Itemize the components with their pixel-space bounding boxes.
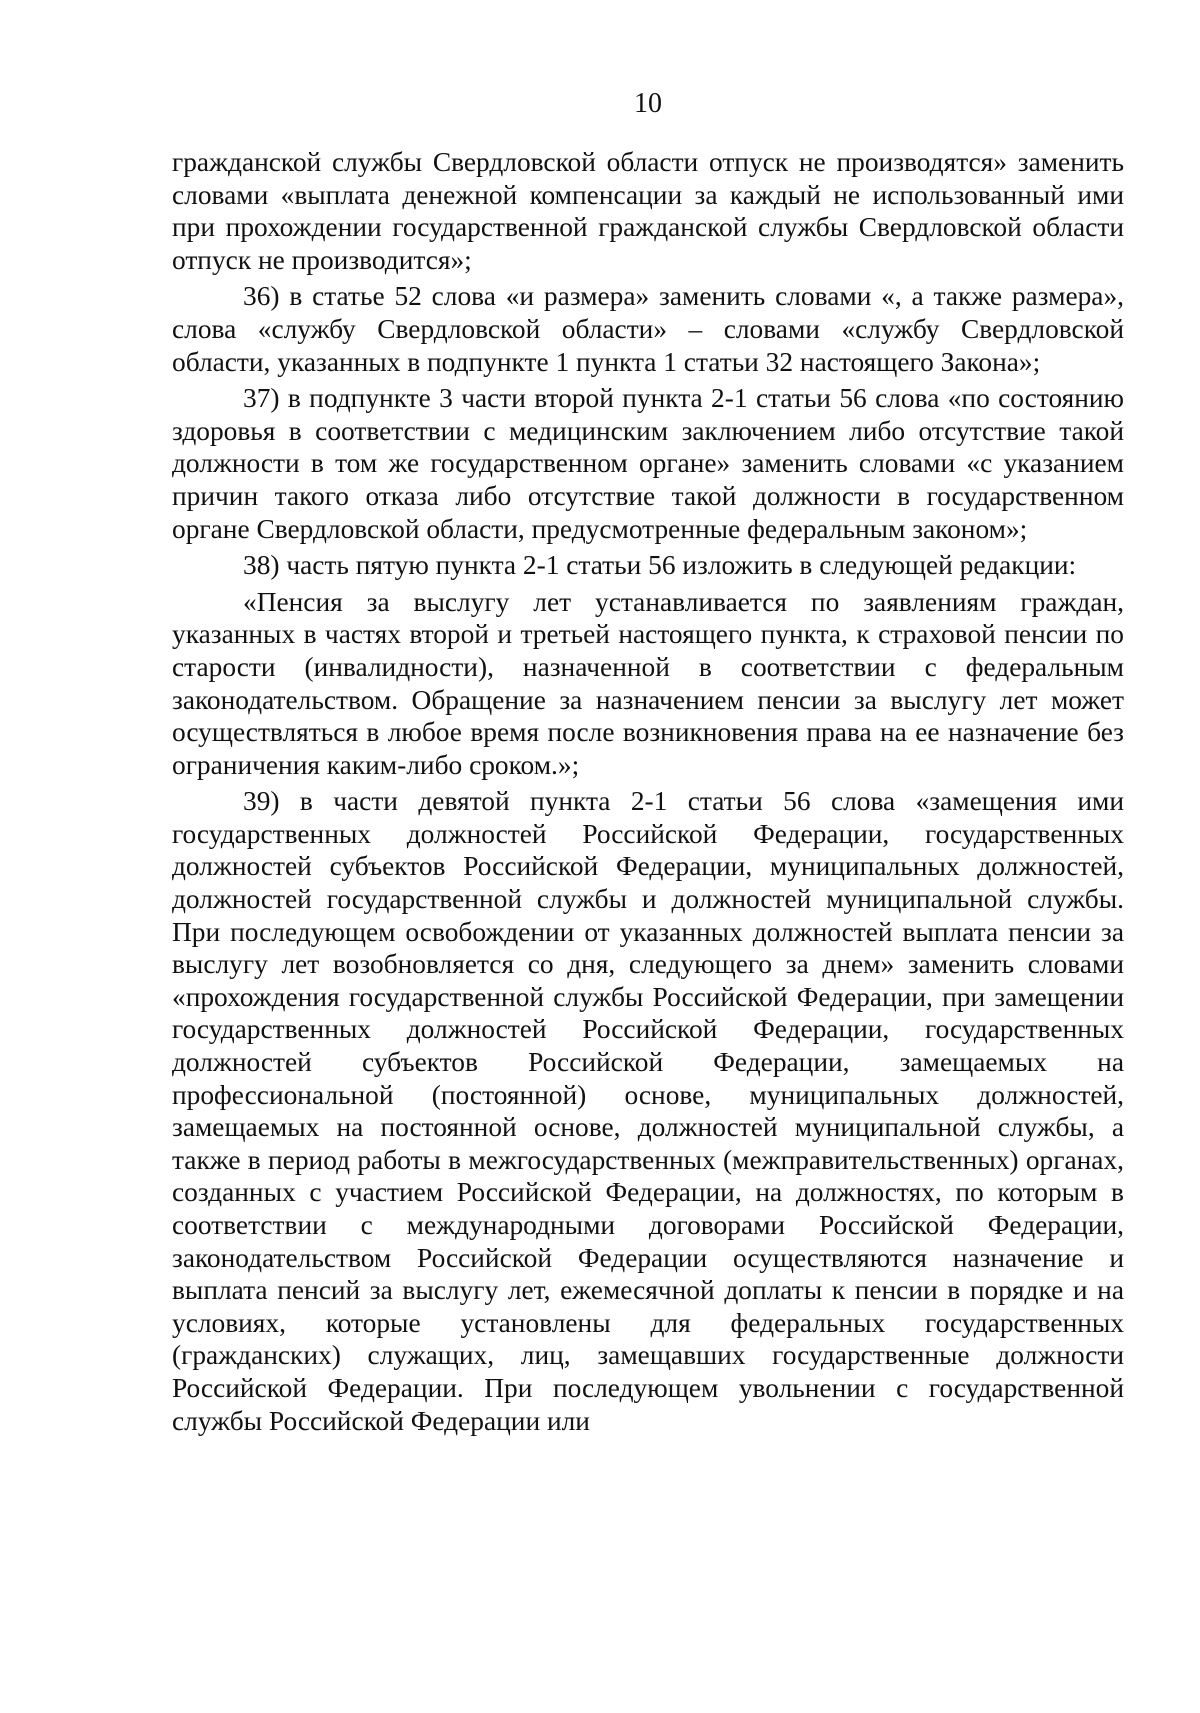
paragraph-item-36: 36) в статье 52 слова «и размера» заменить словами «, а также размера», слова «службу Свердловской области» – словами «службу Свердловской области, указанных в подпункте 1 пункта 1 статьи 32 настоящего Закона»; bbox=[172, 281, 1124, 377]
page-number: 10 bbox=[634, 88, 662, 119]
document-body bbox=[172, 146, 1124, 1441]
paragraph-continuation: гражданской службы Свердловской области отпуск не производятся» заменить словами «выплата денежной компенсации за каждый не использованный ими при прохождении государственной гражданской службы Свердловской области отпуск не производится»; bbox=[172, 147, 1124, 275]
paragraph-item-37: 37) в подпункте 3 части второй пункта 2-1 статьи 56 слова «по состоянию здоровья в соответствии с медицинским заключением либо отсутствие такой должности в том же государственном органе» заменить словами «с указанием причин такого отказа либо отсутствие такой должности в государственном органе Свердловской области, предусмотренные федеральным законом»; bbox=[172, 383, 1124, 544]
paragraph-quoted-text: «Пенсия за выслугу лет устанавливается по заявлениям граждан, указанных в частях второй и третьей настоящего пункта, к страховой пенсии по старости (инвалидности), назначенной в соответствии с федеральным законодательством. Обращение за назначением пенсии за выслугу лет может осуществляться в любое время после возникновения права на ее назначение без ограничения каким-либо сроком.»; bbox=[172, 586, 1124, 780]
paragraph-item-39: 39) в части девятой пункта 2-1 статьи 56 слова «замещения ими государственных должностей Российской Федерации, государственных должностей субъектов Российской Федерации, муниципальных должностей, должностей государственной службы и должностей муниципальной службы. При последующем освобождении от указанных должностей выплата пенсии за выслугу лет возобновляется со дня, следующего за днем» заменить словами «прохождения государственной службы Российской Федерации, при замещении государственных должностей Российской Федерации, государственных должностей субъектов Российской Федерации, замещаемых на профессиональной (постоянной) основе, муниципальных должностей, замещаемых на постоянной основе, должностей муниципальной службы, а также в период работы в межгосударственных (межправительственных) органах, созданных с участием Российской Федерации, на должностях, по которым в соответствии с международными договорами Российской Федерации, законодательством Российской Федерации осуществляются назначение и выплата пенсий за выслугу лет, ежемесячной доплаты к пенсии в порядке и на условиях, которые установлены для федеральных государственных (гражданских) служащих, лиц, замещавших государственные должности Российской Федерации. При последующем увольнении с государственной службы Российской Федерации или bbox=[172, 786, 1124, 1436]
paragraph-item-38: 38) часть пятую пункта 2-1 статьи 56 изложить в следующей редакции: bbox=[243, 550, 1077, 581]
